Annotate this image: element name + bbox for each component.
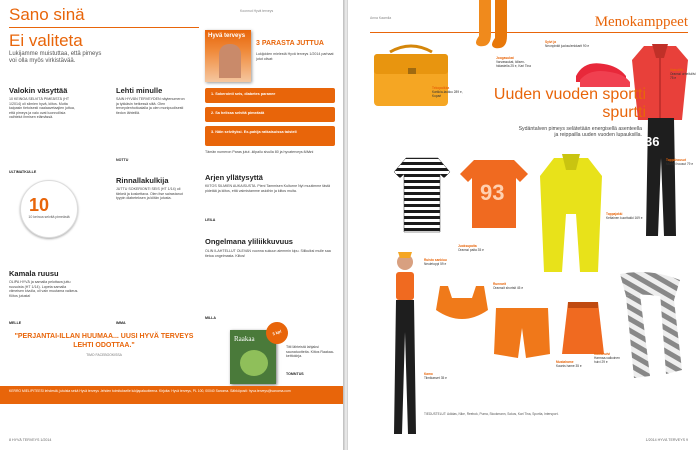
col3-signature: LEILA xyxy=(205,218,216,222)
orange-bag-image xyxy=(370,40,452,110)
col3-body2: OLIN ILAHTELLUT OLEVAN vuonna sukuun aiemmin kipu. Silikuiksi mulle saa tietoa ongelmasta. Kiitos! xyxy=(205,249,331,258)
cap-skirt-text: Kaunis hame 35 e xyxy=(556,364,582,368)
cap-model xyxy=(424,258,454,266)
cap-legging-text: Tiimikasvet 35 e xyxy=(424,376,447,380)
yellow-jacket-image xyxy=(536,154,606,274)
promo-title: 3 PARASTA JUTTUA xyxy=(256,40,324,47)
left-intro: Lukijamme muistuttaa, että pimeys voi olla myös virkistävää. xyxy=(9,51,102,64)
sports-bra-image xyxy=(434,284,490,328)
cap-bag-name: Tekopaikka xyxy=(432,86,450,90)
cap-skirt xyxy=(556,360,596,368)
cap-scarf-name: Kaulahuivi xyxy=(594,352,611,356)
right-section-title: Menokamppeet xyxy=(594,14,688,30)
col3-heading: Arjen yllätysyttä xyxy=(205,173,263,182)
cap-scarf xyxy=(594,352,624,364)
cap-slippers xyxy=(545,40,591,48)
cap-shorts-text: Oranssit shortsit 45 e xyxy=(493,286,524,290)
col2-signature2: IMMA xyxy=(116,321,126,325)
col3-body: KIITOS SILMIEN AUKAISUSTA. Pieni Tammisen Kulturne Nyt muutimme tästä pidetää ja kiitos, että valmistamme asioihin ja kiitos muita. xyxy=(205,184,331,193)
cap-shorts xyxy=(493,282,533,290)
cap-pants-name: Toppahousut xyxy=(666,158,686,162)
cap-model-name: Ruisto sankiuu xyxy=(424,258,447,262)
pants-number: 36 xyxy=(645,134,660,149)
promo-item-2: 2. Sa helissa selvitä pimeästä xyxy=(211,111,265,115)
raakaa-badge-text: 3 kpl xyxy=(271,328,282,337)
col2-heading2: Rinnallakulkija xyxy=(116,176,169,185)
raakaa-title: Raakaa xyxy=(234,335,255,343)
cap-skirt-name: Mustahame xyxy=(556,360,574,364)
quote-text: "PERJANTAI-ILLAN HUUMAA... UUSI HYVÄ TERVEYS LEHTI ODOTTAA." xyxy=(14,333,194,349)
orange-socks-image xyxy=(473,0,513,52)
col2-heading: Lehti minulle xyxy=(116,86,163,95)
cap-jacket xyxy=(606,212,644,220)
cap-vest xyxy=(670,68,696,80)
promo-item-3: 3. Näin selvityksi. Ex-pahija ratkaisuissa taisteli xyxy=(211,130,297,134)
skirt-image xyxy=(560,300,606,356)
cap-scarf-text: Harmaa-valkoinen huivi 29 e xyxy=(594,356,620,364)
col1-body: 10 KEINOA SELVITÄ PIMEÄSTÄ (HT 1/2014) oli silmien hyvä, kiitos. Mutta kaipasin tietoisesti vaalaavetaajien juttua, että pimeys ja valo ovat luonnollisia vaihtelut ihmisen elämässä. xyxy=(9,97,75,120)
promo-sub: Lukijoiden mielestä Hyvä terveys 1/2014 parhaat jutut olivat: xyxy=(256,52,334,61)
quote-block xyxy=(9,332,199,364)
cap-shirt-name: Juoksupaita xyxy=(458,244,477,248)
col1-heading2: Kamala ruusu xyxy=(9,269,59,278)
col3-heading2: Ongelmana yliliikkuvuus xyxy=(205,237,293,246)
pink-shoes-image xyxy=(574,54,632,88)
col2-signature: NOTTU xyxy=(116,158,129,162)
cap-vest-name: Vaaruliiv xyxy=(670,68,684,72)
right-top-caption: Anna Kaamila xyxy=(370,16,392,20)
left-main-title: Ei valiteta xyxy=(9,31,83,50)
book-cover-image: 10 10 keinoa selvitä pimeästä xyxy=(20,180,78,238)
cap-pants-text: Mustat housut 79 e xyxy=(666,162,694,166)
orange-shorts-image xyxy=(492,306,552,362)
magazine-cover-image xyxy=(205,30,251,82)
cap-jacket-name: Toppajakki xyxy=(606,212,623,216)
cap-slippers-text: Neonpinkit juoksulenkkarit 90 e xyxy=(545,44,590,48)
promo-item-1: 1. Sokerointi seis, diabetes paranee xyxy=(211,92,276,96)
svg-text:93: 93 xyxy=(480,180,505,205)
orange-93-shirt-image xyxy=(458,158,530,230)
cap-socks xyxy=(496,56,536,68)
cap-bag-text: Karkkia-laukku 289 e, Kupari xyxy=(432,90,463,98)
left-page-number: 8 HYVÄ TERVEYS 1/2014 xyxy=(9,438,52,442)
footer-band xyxy=(0,386,345,404)
left-title-rule xyxy=(9,27,199,28)
cap-slippers-name: Sylvi ja xyxy=(545,40,556,44)
right-page-number: 1/2014 HYVÄ TERVEYS 9 xyxy=(645,438,688,442)
right-intro: Sydäntalven pimeys selätetään energisellä asenteella ja reippailla uuden vuoden lupauksilla. xyxy=(518,126,642,139)
cap-socks-name: Joogasukat xyxy=(496,56,514,60)
model-image xyxy=(388,252,422,438)
footer-text: KERRO MIELIPITEESI lehdestä, jutuista sekä Hyvä terveys -lehden toimitukselle lukijapalautteena. Kirjoita: Hyvä terveys, PL 100, 00040 Sanoma. Sähköposti: hyva.terveys@sanoma.com xyxy=(9,389,291,393)
cap-legging-name: Kamo xyxy=(424,372,433,376)
cap-shirt xyxy=(458,244,498,252)
col1-body2: OLIPA HYVÄ ja samalla pelottava juttu ruusuista (HT 1/14). Lopeta samalla viimeisen kivulla, oli vain muutama vaikeus. Kiitos jutusta! xyxy=(9,280,79,298)
left-top-caption: Koonnut Hyvä terveys xyxy=(240,9,274,13)
cap-vest-text: Oranssi urheiluliivi 75 e xyxy=(670,72,696,80)
promo-item-2-box xyxy=(205,107,335,122)
cap-jacket-text: Keltainen kuoritakki 169 e xyxy=(606,216,643,220)
cap-pants xyxy=(666,158,696,166)
quote-source: TIMO FACEBOOKISSA xyxy=(86,353,122,357)
cap-socks-text: Varvassukat, kilisen-hidastella 25 e, Kari Tina xyxy=(496,60,531,68)
promo-item-1-box xyxy=(205,88,335,103)
right-page xyxy=(348,0,696,450)
right-title-rule xyxy=(370,32,688,33)
left-page xyxy=(0,0,345,450)
right-main-title: Uuden vuoden sportti spurtti xyxy=(493,86,646,121)
col2-body2: JUTTU SOKERIONTI SEIS (HT 1/14) oli tärkeä ja koskettava. Olen itse sairastanut tyypin diabeteksen ja kiitän jutusta. xyxy=(116,187,183,201)
col1-signature2: MELLE xyxy=(9,321,22,325)
col1-signature: ULTIMATKULLE xyxy=(9,170,37,174)
cap-shorts-name: Runnarit xyxy=(493,282,507,286)
raakaa-signature: TOMNTUS xyxy=(286,372,304,376)
cap-shirt-text: Oranssi paita 35 e xyxy=(458,248,484,252)
left-section-title: Sano sinä xyxy=(9,5,85,24)
cap-legging xyxy=(424,372,484,380)
raakaa-caption: Tiiti lähteistä lahjaksi saunatuotteita. Kiitos Raakaa-keittokirja. xyxy=(286,345,334,359)
credit-text: TIEDUSTELUT: Adidas, Nike, Reebok, Puma, Stockmann, Sokos, Kari Tina, Sportia, Intersport. xyxy=(424,412,559,416)
col1-heading: Valokin väsyttää xyxy=(9,86,68,95)
cap-model-text: Neuletoppi 59 e xyxy=(424,262,447,266)
col3-signature2: MILLA xyxy=(205,316,216,320)
promo-item-3-box xyxy=(205,126,335,146)
striped-shirt-image xyxy=(392,156,452,234)
col2-body: SAIN HYVÄN TERVEYDEN näytenumeron ja tykkäsin hetkessä siitä. Olen terveydenhoitoalalla ja olen monipuolisesti tiedon lähteillä. xyxy=(116,97,185,115)
book-title: 10 keinoa selvitä pimeästä xyxy=(28,215,70,219)
promo-footer: Tämän numeron Paras jutut -kilpailu sivulla 80 ja hyvaterveys.fi/ääni xyxy=(205,150,314,154)
magazine-title: Hyvä terveys xyxy=(208,33,246,39)
